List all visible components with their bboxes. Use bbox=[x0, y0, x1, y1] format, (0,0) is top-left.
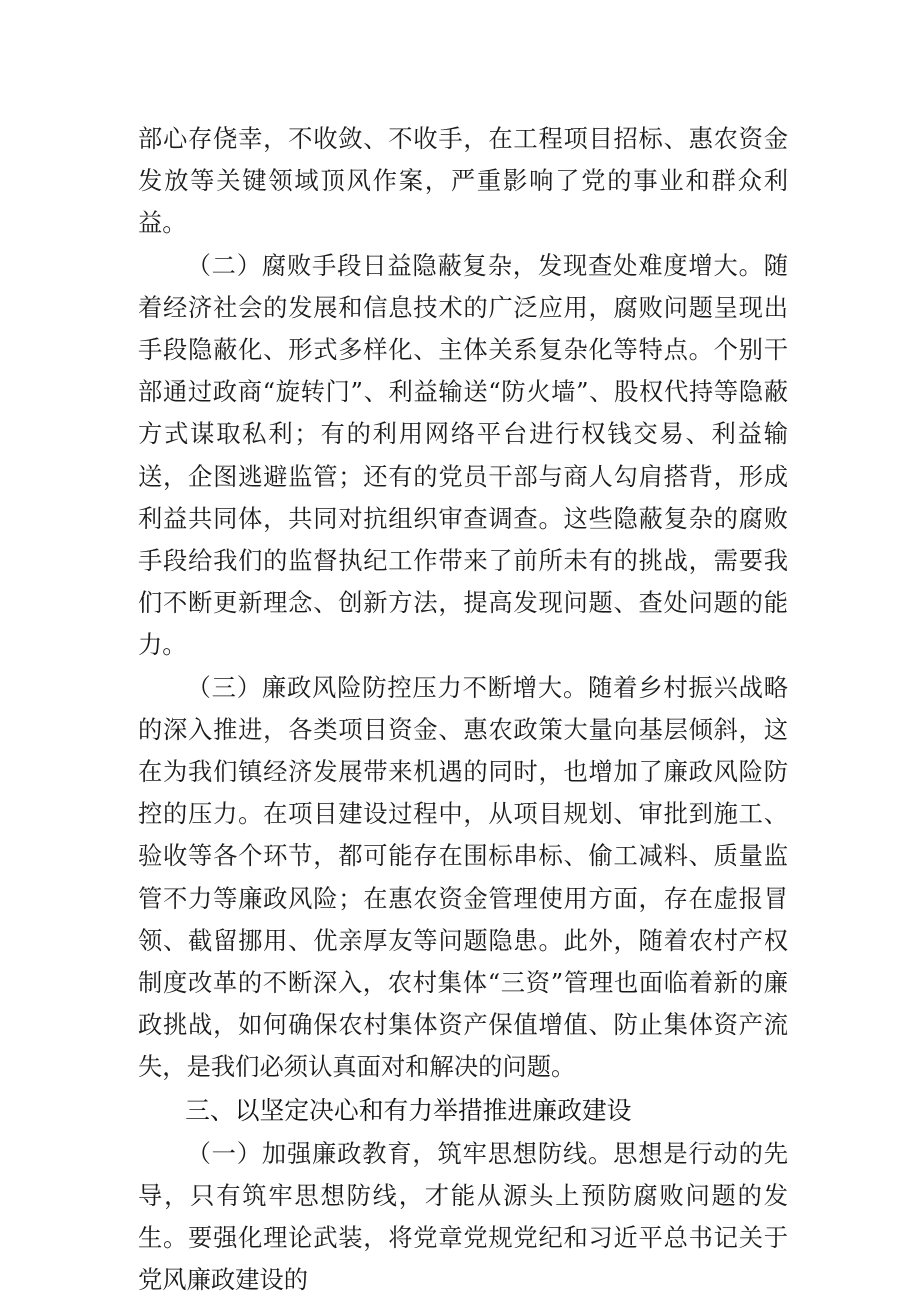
paragraph-corruption-methods: （二）腐败手段日益隐蔽复杂，发现查处难度增大。随着经济社会的发展和信息技术的广泛应用，腐败问题呈现出手段隐蔽化、形式多样化、主体关系复杂化等特点。个别干部通过政商“旋转门”、利益输送“防火墙”、股权代持等隐蔽方式谋取私利；有的利用网络平台进行权钱交易、利益输送，企图逃避监管；还有的党员干部与商人勾肩搭背，形成利益共同体，共同对抗组织审查调查。这些隐蔽复杂的腐败手段给我们的监督执纪工作带来了前所未有的挑战，需要我们不断更新理念、创新方法，提高发现问题、查处问题的能力。 bbox=[138, 250, 788, 660]
paragraph-continuation: 部心存侥幸，不收敛、不收手，在工程项目招标、惠农资金发放等关键领域顶风作案，严重影响了党的事业和群众利益。 bbox=[138, 124, 788, 238]
paragraph-education: （一）加强廉政教育，筑牢思想防线。思想是行动的先导，只有筑牢思想防线，才能从源头上预防腐败问题的发生。要强化理论武装，将党章党规党纪和习近平总书记关于党风廉政建设的 bbox=[138, 1138, 788, 1295]
document-body bbox=[138, 118, 788, 1301]
paragraph-risk-control: （三）廉政风险防控压力不断增大。随着乡村振兴战略的深入推进，各类项目资金、惠农政策大量向基层倾斜，这在为我们镇经济发展带来机遇的同时，也增加了廉政风险防控的压力。在项目建设过程中，从项目规划、审批到施工、验收等各个环节，都可能存在围标串标、偷工减料、质量监管不力等廉政风险；在惠农资金管理使用方面，存在虚报冒领、截留挪用、优亲厚友等问题隐患。此外，随着农村产权制度改革的不断深入，农村集体“三资”管理也面临着新的廉政挑战，如何确保农村集体资产保值增值、防止集体资产流失，是我们必须认真面对和解决的问题。 bbox=[138, 672, 788, 1082]
section-heading: 三、以坚定决心和有力举措推进廉政建设 bbox=[185, 1095, 632, 1125]
